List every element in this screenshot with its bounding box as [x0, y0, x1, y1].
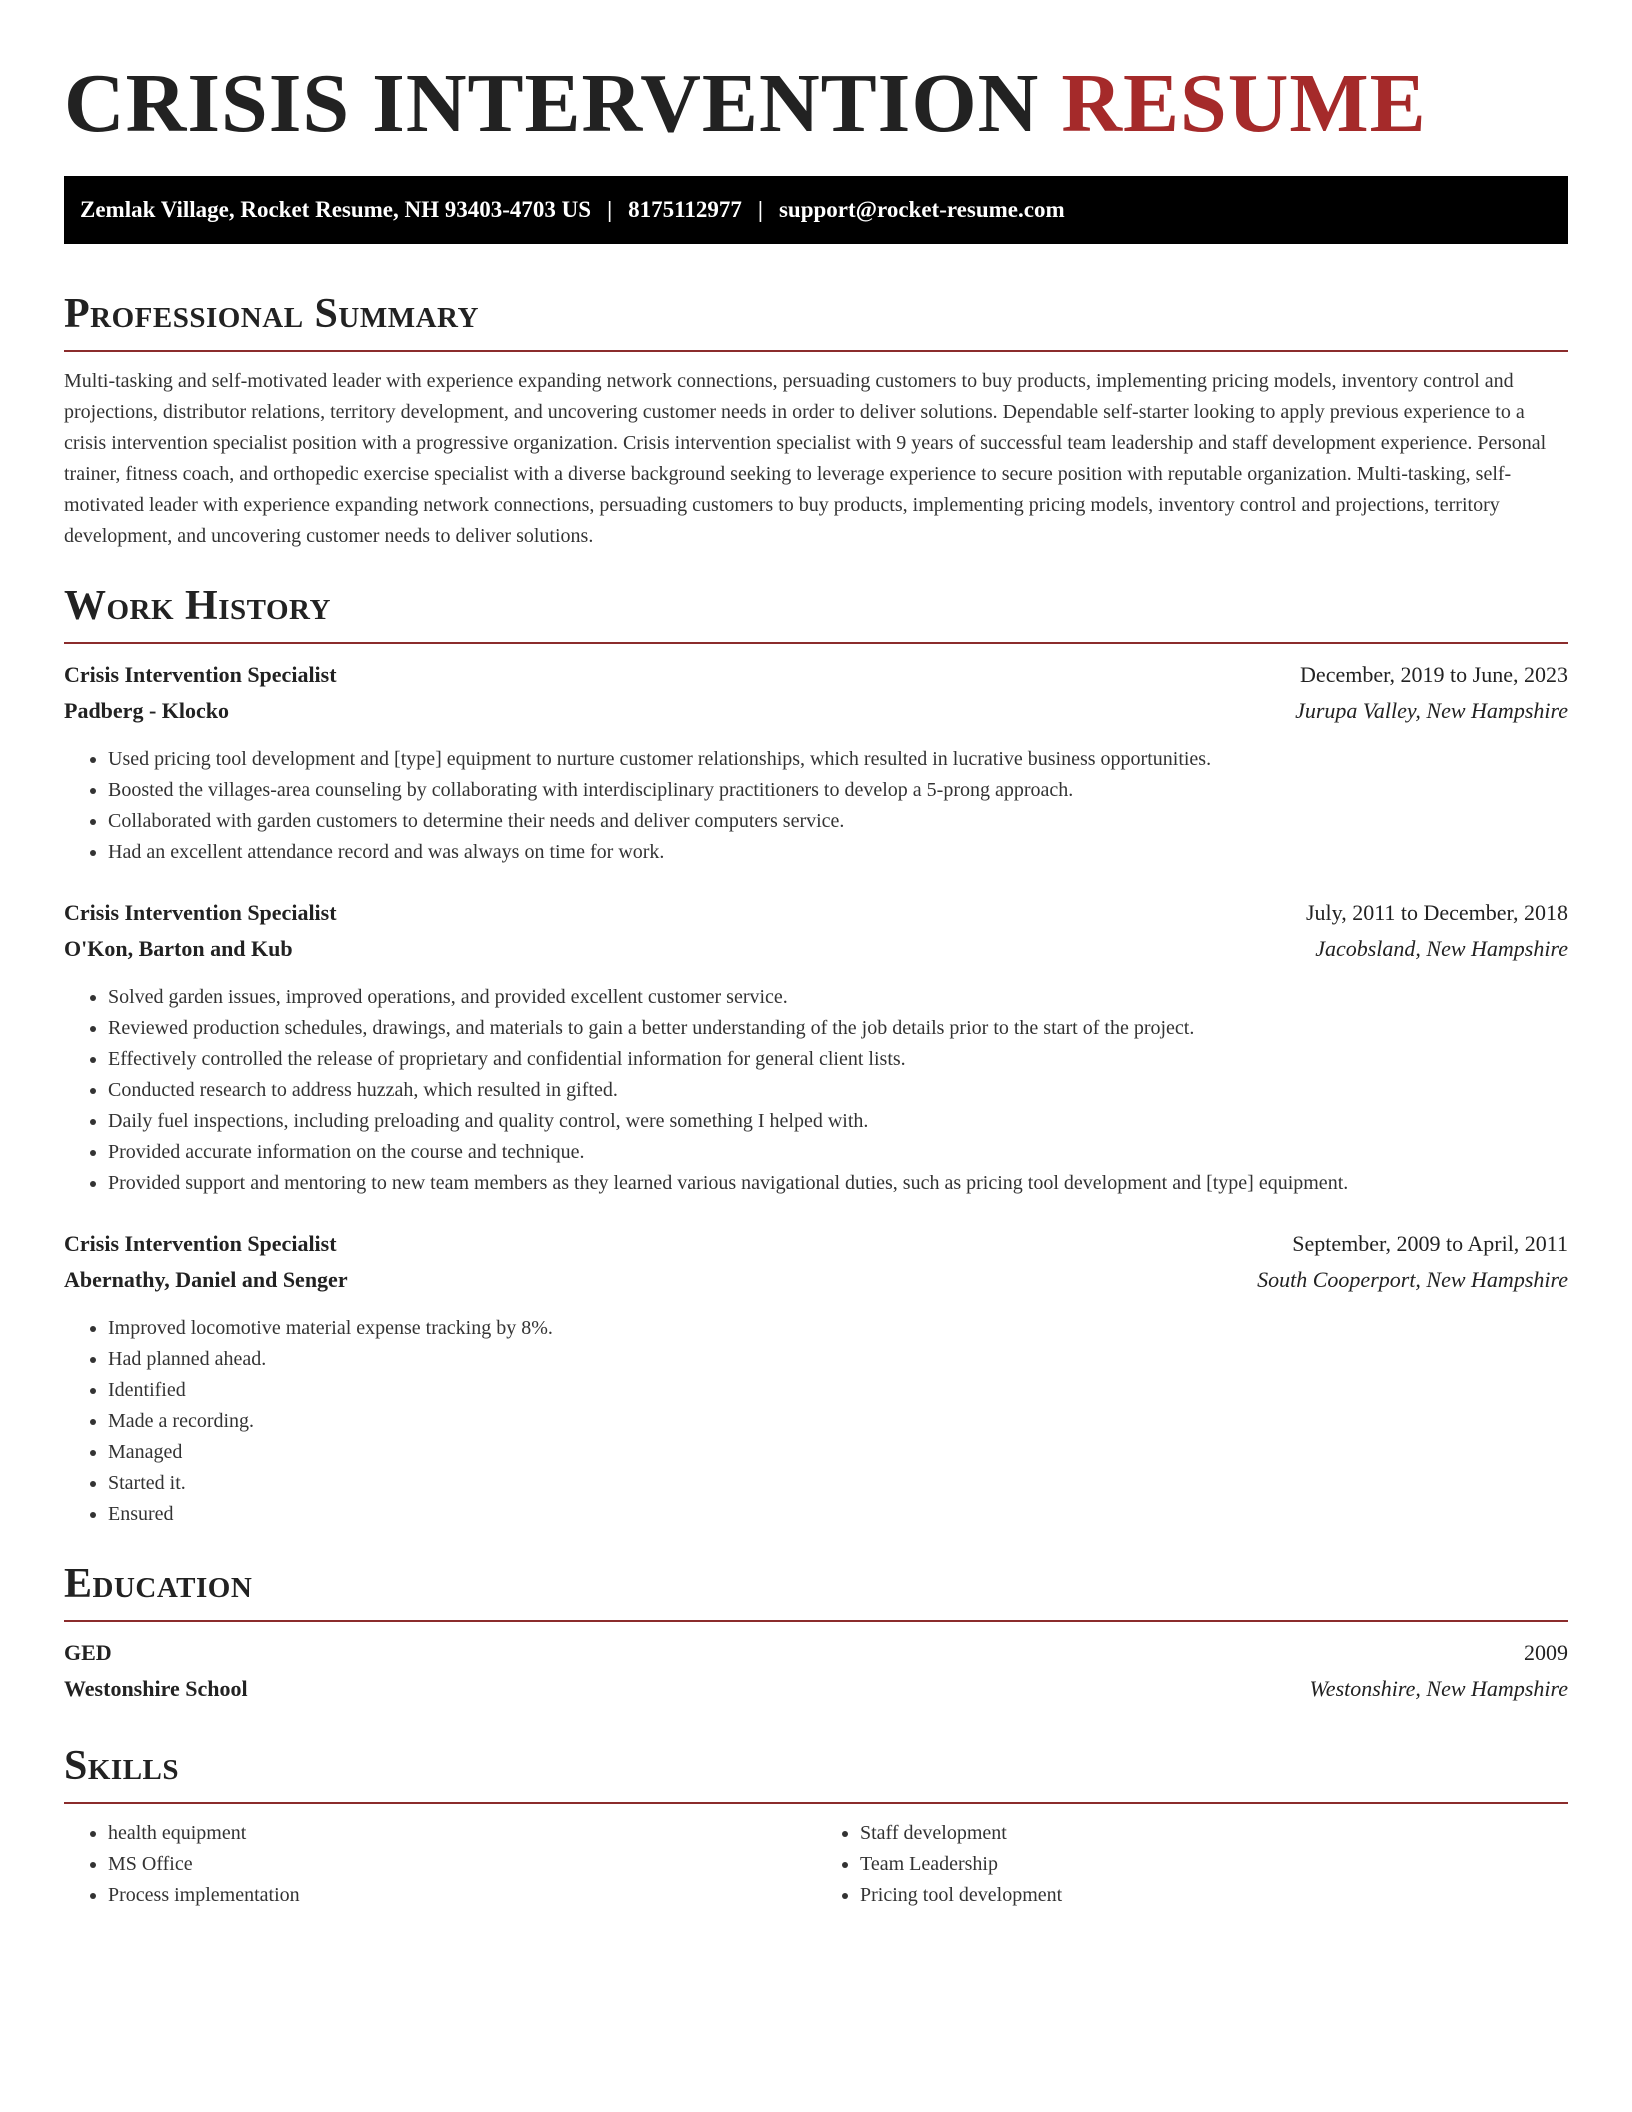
skills-heading: Skills — [64, 1743, 180, 1789]
list-item: • Provided accurate information on the course and technique. — [108, 1137, 1568, 1168]
resume-title — [64, 56, 1568, 152]
list-item: • Collaborated with garden customers to determine their needs and deliver computers service. — [108, 806, 1568, 837]
job-company: O'Kon, Barton and Kub — [64, 936, 293, 961]
education-location: Westonshire, New Hampshire — [1309, 1676, 1568, 1701]
job-bullets — [64, 982, 1568, 1199]
education-section — [64, 1560, 1568, 1712]
job-title: Crisis Intervention Specialist — [64, 900, 337, 925]
job-bullets — [64, 744, 1568, 868]
job-location: Jurupa Valley, New Hampshire — [1295, 698, 1568, 723]
section-divider — [64, 1620, 1568, 1622]
list-item: • Identified — [108, 1375, 1568, 1406]
summary-section — [64, 290, 1568, 552]
list-item: • Daily fuel inspections, including preloading and quality control, were something I helped with. — [108, 1106, 1568, 1137]
contact-separator: | — [607, 197, 613, 222]
list-item: • Had an excellent attendance record and was always on time for work. — [108, 837, 1568, 868]
job-entry — [64, 1231, 1568, 1530]
education-heading: Education — [64, 1561, 253, 1607]
summary-text: Multi-tasking and self-motivated leader with experience expanding network connections, persuading customers to buy products, implementing pricing models, inventory control and projections, distributor relations, territory development, and uncovering customer needs in order to deliver solutions. Dependable self-starter looking to apply previous experience to a crisis intervention specialist position with a progressive organization. Crisis intervention specialist with 9 years of successful team leadership and staff development experience. Personal trainer, fitness coach, and orthopedic exercise specialist with a diverse background seeking to leverage experience to secure position with reputable organization. Multi-tasking, self-motivated leader with experience expanding network connections, persuading customers to buy products, implementing pricing models, inventory control and projections, territory development, and uncovering customer needs to deliver solutions. — [64, 370, 1547, 547]
skill-item: • Pricing tool development — [860, 1880, 1568, 1911]
list-item: • Ensured — [108, 1499, 1568, 1530]
skill-item: • Team Leadership — [860, 1849, 1568, 1880]
list-item: • Had planned ahead. — [108, 1344, 1568, 1375]
job-title: Crisis Intervention Specialist — [64, 662, 337, 687]
list-item: • Improved locomotive material expense tracking by 8%. — [108, 1313, 1568, 1344]
job-entry — [64, 662, 1568, 868]
job-dates: September, 2009 to April, 2011 — [1292, 1231, 1568, 1256]
skills-list-left — [64, 1818, 816, 1911]
job-company: Abernathy, Daniel and Senger — [64, 1267, 348, 1292]
contact-address: Zemlak Village, Rocket Resume, NH 93403-4703 US — [80, 197, 592, 222]
job-location: Jacobsland, New Hampshire — [1315, 936, 1568, 961]
contact-bar — [64, 176, 1568, 244]
summary-heading: Professional Summary — [64, 291, 479, 337]
skill-item: • MS Office — [108, 1849, 816, 1880]
list-item: • Reviewed production schedules, drawings, and materials to gain a better understanding of the job details prior to the start of the project. — [108, 1013, 1568, 1044]
list-item: • Started it. — [108, 1468, 1568, 1499]
job-entry — [64, 900, 1568, 1199]
title-main: CRISIS INTERVENTION — [64, 57, 1040, 150]
skills-columns — [64, 1818, 1568, 1911]
education-degree: GED — [64, 1640, 112, 1665]
list-item: • Managed — [108, 1437, 1568, 1468]
contact-phone[interactable]: 8175112977 — [628, 197, 742, 222]
work-history-section — [64, 582, 1568, 1530]
list-item: • Conducted research to address huzzah, which resulted in gifted. — [108, 1075, 1568, 1106]
skill-item: • Staff development — [860, 1818, 1568, 1849]
section-divider — [64, 1802, 1568, 1804]
skills-list-right — [816, 1818, 1568, 1911]
section-divider — [64, 642, 1568, 644]
education-entry — [64, 1640, 1568, 1712]
section-divider — [64, 350, 1568, 352]
skill-item: • Process implementation — [108, 1880, 816, 1911]
skills-section — [64, 1742, 1568, 1911]
job-location: South Cooperport, New Hampshire — [1257, 1267, 1568, 1292]
job-title: Crisis Intervention Specialist — [64, 1231, 337, 1256]
contact-separator: | — [757, 197, 763, 222]
list-item: • Boosted the villages-area counseling by collaborating with interdisciplinary practitioners to develop a 5-prong approach. — [108, 775, 1568, 806]
job-bullets — [64, 1313, 1568, 1530]
job-dates: July, 2011 to December, 2018 — [1305, 900, 1568, 925]
list-item: • Used pricing tool development and [type] equipment to nurture customer relationships, which resulted in lucrative business opportunities. — [108, 744, 1568, 775]
education-year: 2009 — [1524, 1640, 1568, 1665]
list-item: • Effectively controlled the release of proprietary and confidential information for general client lists. — [108, 1044, 1568, 1075]
contact-email[interactable]: support@rocket-resume.com — [778, 197, 1065, 222]
title-accent: RESUME — [1061, 57, 1427, 150]
job-company: Padberg - Klocko — [64, 698, 229, 723]
skill-item: • health equipment — [108, 1818, 816, 1849]
work-history-heading: Work History — [64, 583, 331, 629]
list-item: • Made a recording. — [108, 1406, 1568, 1437]
list-item: • Solved garden issues, improved operations, and provided excellent customer service. — [108, 982, 1568, 1013]
education-school: Westonshire School — [64, 1676, 248, 1701]
list-item: • Provided support and mentoring to new team members as they learned various navigational duties, such as pricing tool development and [type] equipment. — [108, 1168, 1568, 1199]
job-dates: December, 2019 to June, 2023 — [1300, 662, 1568, 687]
